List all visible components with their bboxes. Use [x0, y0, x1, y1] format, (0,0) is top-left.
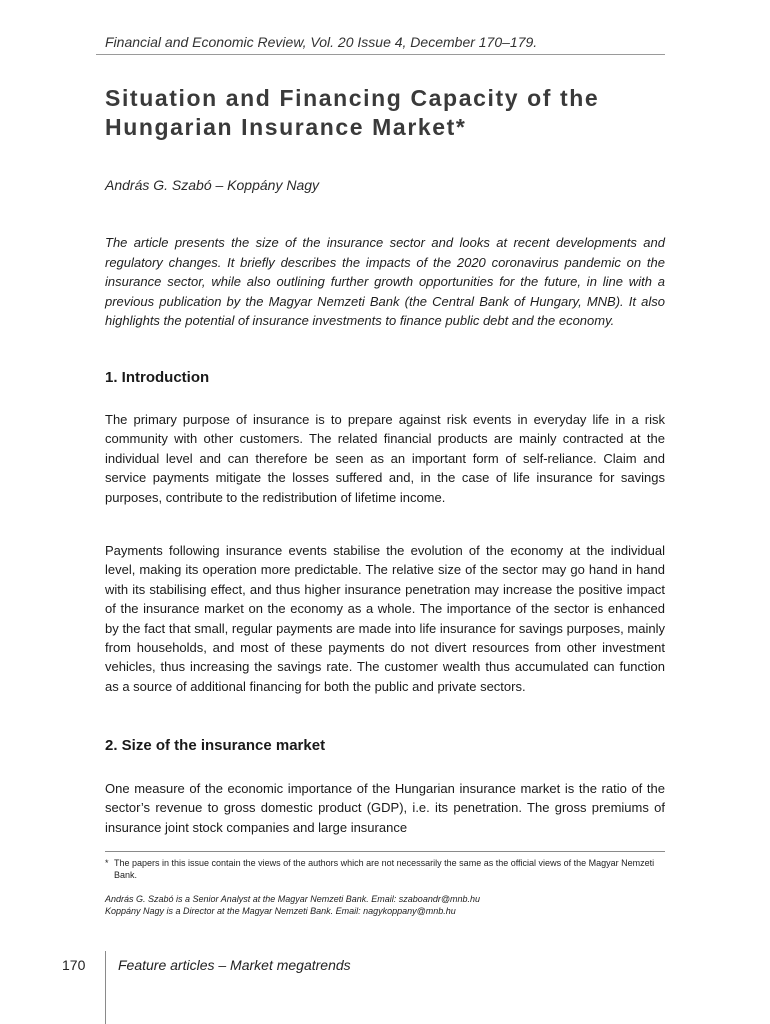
- footnote-marker: *: [105, 858, 109, 868]
- article-authors: András G. Szabó – Koppány Nagy: [105, 177, 320, 193]
- paragraph: One measure of the economic importance of the Hungarian insurance market is the ratio of the sector’s revenue to gross domestic product (GDP), i.e. its penetration. The gross premiums of insurance joint stock companies and large insurance: [105, 781, 665, 835]
- paragraph: The primary purpose of insurance is to prepare against risk events in everyday life in a risk community with other customers. The related financial products are mainly contracted at the individual level and can therefore be seen as an important form of self-reliance. Claim and service payments mitigate the losses suffered and, in the case of life insurance for savings purposes, contribute to the redistribution of lifetime income.: [105, 412, 665, 505]
- footer-divider: [105, 951, 106, 1024]
- section-heading-introduction: 1. Introduction: [105, 369, 210, 386]
- abstract: The article presents the size of the insurance sector and looks at recent developments and regulatory changes. It briefly describes the impacts of the 2020 coronavirus pandemic on the insurance sector, while also outlining further growth opportunities for the future, in line with a previous publication by the Magyar Nemzeti Bank (the Central Bank of Hungary, MNB). It also highlights the potential of insurance investments to finance public debt and the economy.: [105, 235, 665, 328]
- article-title: Situation and Financing Capacity of the Hungarian Insurance Market*: [105, 85, 600, 140]
- section-heading-size-of-insurance-market: 2. Size of the insurance market: [105, 737, 326, 754]
- footer-section-title: Feature articles – Market megatrends: [118, 957, 351, 973]
- header-rule: [96, 54, 665, 55]
- footnote-rule: [105, 851, 665, 852]
- author-affiliation: András G. Szabó is a Senior Analyst at the Magyar Nemzeti Bank. Email: szaboandr@mnb.hu: [105, 894, 480, 904]
- footnote-text: The papers in this issue contain the views of the authors which are not necessarily the same as the official views of the Magyar Nemzeti Bank.: [114, 858, 655, 880]
- author-affiliation: Koppány Nagy is a Director at the Magyar Nemzeti Bank. Email: nagykoppany@mnb.hu: [105, 906, 456, 916]
- page-number: 170: [62, 957, 86, 973]
- footnote: [105, 858, 665, 881]
- running-header: Financial and Economic Review, Vol. 20 Issue 4, December 170–179.: [105, 34, 538, 50]
- paragraph: Payments following insurance events stabilise the evolution of the economy at the individual level, making its operation more predictable. The relative size of the sector may go hand in hand with its stabilising effect, and thus higher insurance penetration may increase the positive impact of the insurance market on the economy as a whole. The importance of the sector is enhanced by the fact that small, regular payments are made into life insurance for savings purposes, mainly from households, and most of these payments do not divert resources from other investment vehicles, thus increasing the savings rate. The customer wealth thus accumulated can function as a source of additional financing for both the public and private sectors.: [105, 543, 665, 694]
